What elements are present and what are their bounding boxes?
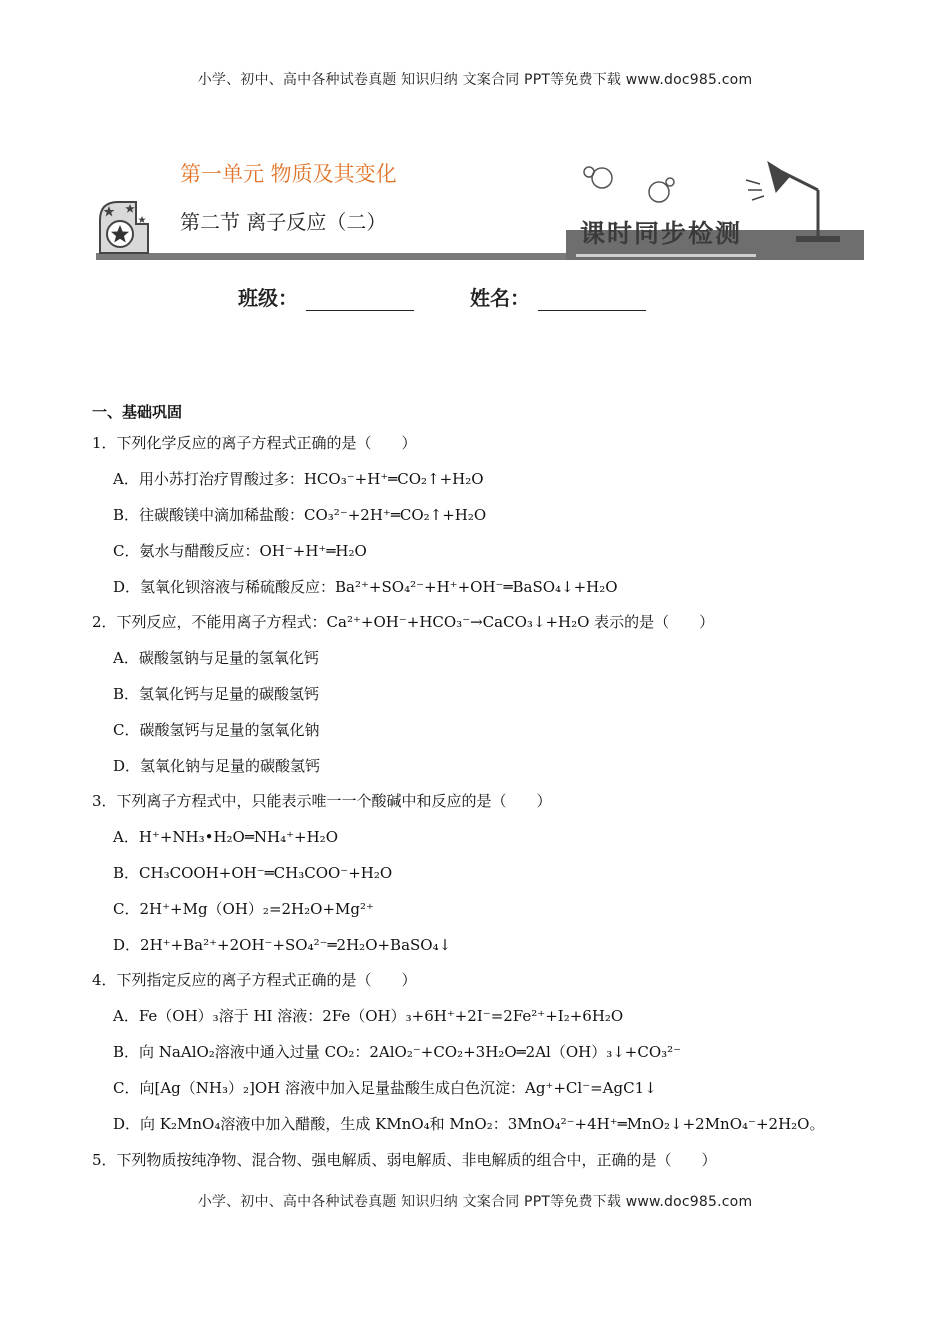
question-option: C．碳酸氢钙与足量的氢氧化钠 — [113, 721, 320, 739]
question-option: B．CH₃COOH+OH⁻═CH₃COO⁻+H₂O — [113, 864, 393, 882]
class-blank — [306, 292, 414, 311]
question-option: B．氢氧化钙与足量的碳酸氢钙 — [113, 685, 320, 703]
question-stem: 3．下列离子方程式中，只能表示唯一一个酸碱中和反应的是（ ） — [92, 792, 552, 810]
question-stem: 1．下列化学反应的离子方程式正确的是（ ） — [92, 434, 417, 452]
question-option: D．氢氧化钠与足量的碳酸氢钙 — [113, 757, 321, 775]
page-footer: 小学、初中、高中各种试卷真题 知识归纳 文案合同 PPT等免费下载 www.doc985.com — [197, 1194, 753, 1210]
page-header: 小学、初中、高中各种试卷真题 知识归纳 文案合同 PPT等免费下载 www.doc985.com — [197, 72, 753, 88]
question-option: C．氨水与醋酸反应：OH⁻+H⁺═H₂O — [113, 542, 367, 560]
name-label: 姓名： — [470, 286, 530, 310]
question-option: A．Fe（OH）₃溶于 HI 溶液：2Fe（OH）₃+6H⁺+2I⁻=2Fe²⁺+I₂+6H₂O — [113, 1007, 624, 1025]
bubble-icons — [584, 167, 674, 202]
class-label: 班级： — [238, 286, 298, 310]
banner-strip-dots — [576, 254, 756, 257]
question-option: C．2H⁺+Mg（OH）₂=2H₂O+Mg²⁺ — [113, 900, 374, 918]
question-option: C．向[Ag（NH₃）₂]OH 溶液中加入足量盐酸生成白色沉淀：Ag⁺+Cl⁻=AgC1↓ — [113, 1079, 657, 1097]
section-heading: 一、基础巩固 — [92, 403, 183, 421]
unit-title: 第一单元 物质及其变化 — [180, 162, 397, 186]
name-field — [470, 282, 646, 311]
question-option: B．向 NaAlO₂溶液中通入过量 CO₂：2AlO₂⁻+CO₂+3H₂O═2Al（OH）₃↓+CO₃²⁻ — [113, 1043, 682, 1061]
question-option: A．用小苏打治疗胃酸过多：HCO₃⁻+H⁺═CO₂↑+H₂O — [113, 470, 484, 488]
question-option: A．碳酸氢钠与足量的氢氧化钙 — [113, 649, 319, 667]
question-option: D．向 K₂MnO₄溶液中加入醋酸，生成 KMnO₄和 MnO₂：3MnO₄²⁻+4H⁺═MnO₂↓+2MnO₄⁻+2H₂O。 — [113, 1115, 825, 1133]
question-stem: 4．下列指定反应的离子方程式正确的是（ ） — [92, 971, 417, 989]
question-option: A．H⁺+NH₃•H₂O═NH₄⁺+H₂O — [113, 828, 338, 846]
section-title: 第二节 离子反应（二） — [180, 210, 387, 234]
name-blank — [538, 292, 646, 311]
question-stem: 5．下列物质按纯净物、混合物、强电解质、弱电解质、非电解质的组合中，正确的是（ ） — [92, 1151, 717, 1169]
question-list — [92, 398, 872, 1178]
star-badge-icon — [100, 202, 148, 253]
question-stem: 2．下列反应，不能用离子方程式：Ca²⁺+OH⁻+HCO₃⁻→CaCO₃↓+H₂O 表示的是（ ） — [92, 613, 715, 631]
class-field — [238, 282, 414, 311]
question-option: B．往碳酸镁中滴加稀盐酸：CO₃²⁻+2H⁺═CO₂↑+H₂O — [113, 506, 487, 524]
question-option: D．2H⁺+Ba²⁺+2OH⁻+SO₄²⁻═2H₂O+BaSO₄↓ — [113, 936, 452, 954]
banner-stamp-text: 课时同步检测 — [580, 219, 743, 248]
question-option: D．氢氧化钡溶液与稀硫酸反应：Ba²⁺+SO₄²⁻+H⁺+OH⁻═BaSO₄↓+H₂O — [113, 578, 618, 596]
